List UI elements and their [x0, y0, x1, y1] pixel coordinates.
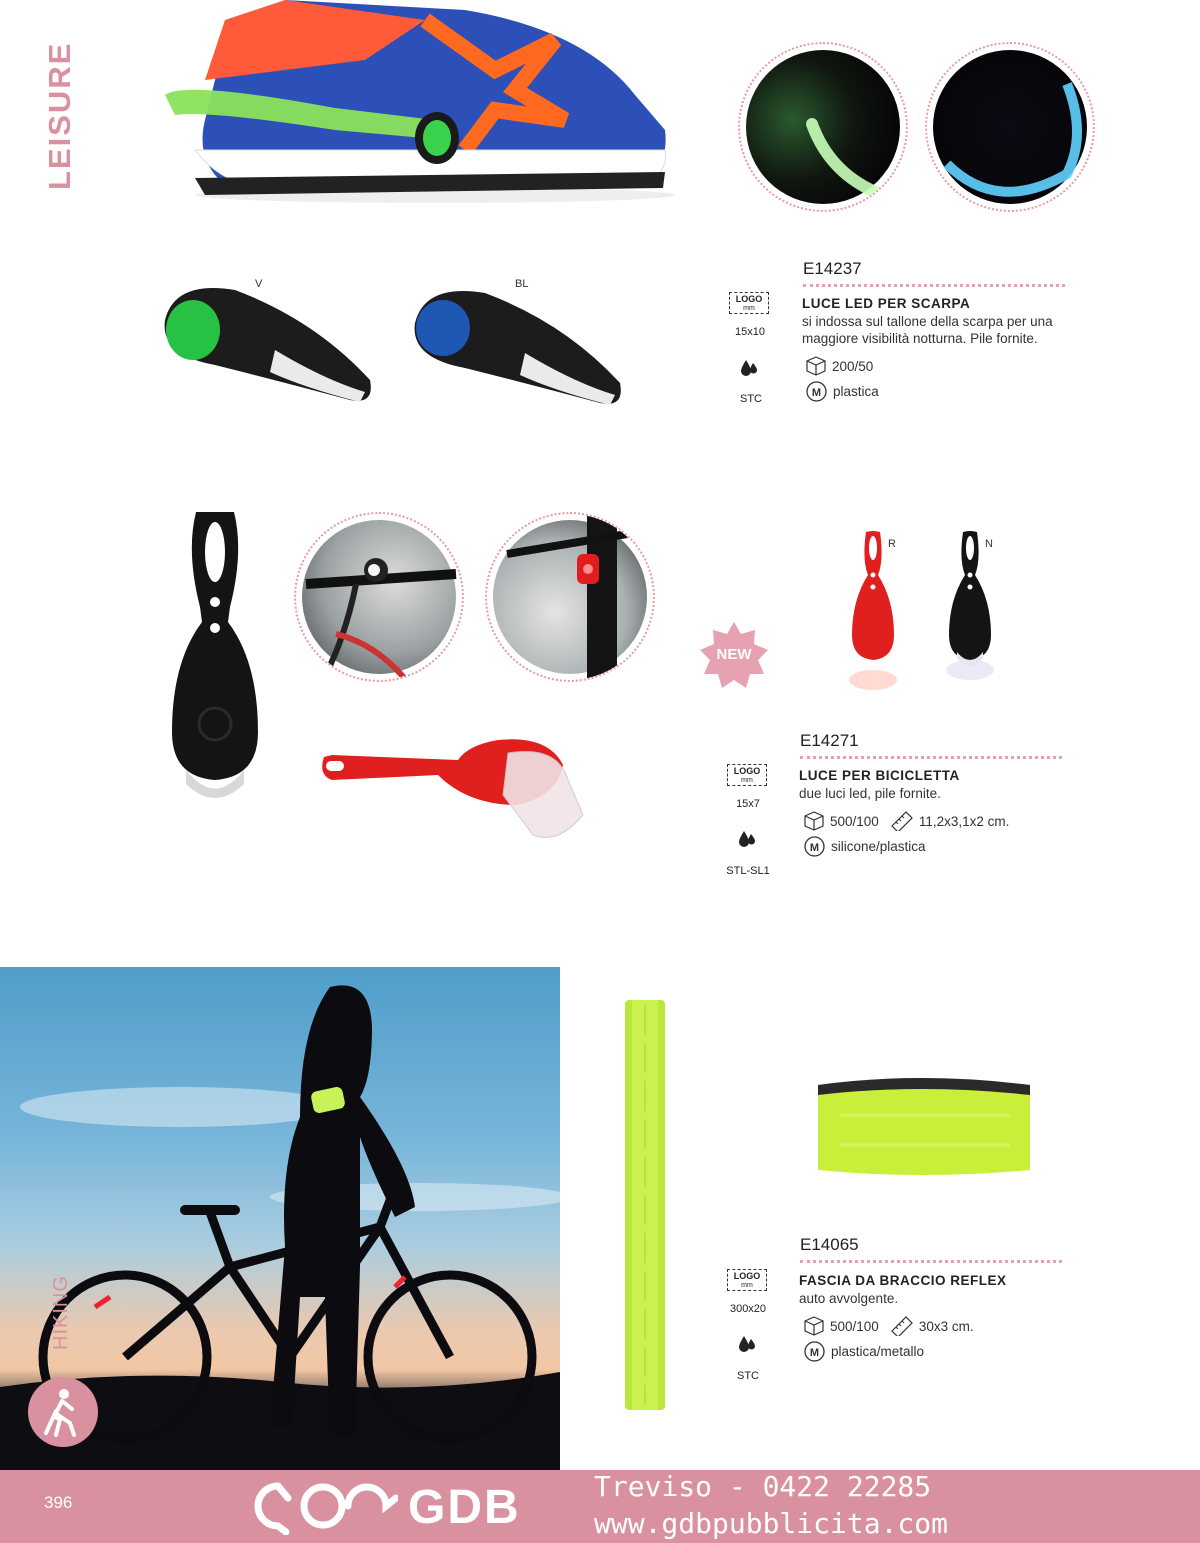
shoe-photo [165, 0, 675, 205]
variant-label-r: R [888, 538, 896, 550]
hiking-icon [28, 1377, 98, 1447]
footer-website: www.gdbpubblicita.com [594, 1507, 949, 1540]
product-description: maggiore visibilità notturna. Pile fornite. [802, 331, 1038, 346]
divider [800, 756, 1062, 759]
material-spec: M plastica [806, 381, 879, 402]
product-name: LUCE PER BICICLETTA [799, 768, 960, 783]
ink-drop-icon [738, 357, 760, 379]
print-technique: STL-SL1 [726, 865, 770, 877]
ink-drop-icon [736, 828, 758, 850]
print-technique: STC [740, 393, 762, 405]
shoe-light-green-product [155, 280, 380, 410]
logo-area-icon: LOGO mm [727, 1269, 767, 1291]
svg-text:M: M [811, 387, 822, 399]
product-description: auto avvolgente. [799, 1291, 899, 1306]
packaging-spec: 500/100 30x3 cm. [804, 1316, 974, 1336]
ink-drop-icon [736, 1333, 758, 1355]
bike-light-black-variant [945, 530, 995, 700]
box-icon [806, 356, 826, 376]
material-icon [804, 1341, 825, 1362]
bike-handlebar-photo [294, 512, 464, 682]
product-code: E14065 [800, 1235, 859, 1254]
logo-area-icon: LOGO mm [727, 764, 767, 786]
new-badge-label: NEW [716, 646, 752, 663]
product-name: FASCIA DA BRACCIO REFLEX [799, 1273, 1007, 1288]
shoe-light-green-detail [738, 42, 908, 212]
bike-light-red-product [318, 735, 593, 850]
gdb-logo-icon [248, 1480, 398, 1535]
bike-seatpost-photo [485, 512, 655, 682]
product-description: si indossa sul tallone della scarpa per una [802, 314, 1053, 329]
bike-light-black-large [160, 512, 270, 812]
section-title: LEISURE [42, 41, 77, 190]
product-description: due luci led, pile fornite. [799, 786, 941, 801]
product-code: E14237 [803, 259, 862, 278]
divider [800, 1260, 1062, 1263]
svg-text:M: M [809, 842, 820, 854]
logo-size: 15x7 [736, 798, 760, 810]
material-icon [804, 836, 825, 857]
variant-label-bl: BL [515, 278, 529, 290]
ruler-icon [891, 811, 913, 831]
brand-name: GDB [408, 1481, 521, 1534]
print-technique: STC [737, 1370, 759, 1382]
page-number: 396 [44, 1493, 73, 1512]
hiking-label: HIKING [50, 1275, 72, 1350]
packaging-spec: 200/50 [806, 356, 873, 376]
reflex-band-rolled [810, 1075, 1035, 1180]
ruler-icon [891, 1316, 913, 1336]
shoe-light-blue-product [405, 283, 630, 413]
divider [803, 284, 1065, 287]
product-name: LUCE LED PER SCARPA [802, 296, 971, 311]
box-icon [804, 811, 824, 831]
material-icon [806, 381, 827, 402]
variant-label-n: N [985, 538, 993, 550]
material-spec: M plastica/metallo [804, 1341, 924, 1362]
logo-size: 15x10 [735, 326, 765, 338]
shoe-light-blue-detail [925, 42, 1095, 212]
logo-area-icon: LOGO mm [729, 292, 769, 314]
bike-light-red-variant [848, 530, 898, 700]
footer-phone: Treviso - 0422 22285 [594, 1470, 932, 1503]
material-spec: M silicone/plastica [804, 836, 926, 857]
packaging-spec: 500/100 11,2x3,1x2 cm. [804, 811, 1009, 831]
svg-text:M: M [809, 1347, 820, 1359]
logo-size: 300x20 [729, 1303, 767, 1315]
reflex-band-flat [620, 995, 670, 1415]
box-icon [804, 1316, 824, 1336]
variant-label-v: V [255, 278, 263, 290]
product-code: E14271 [800, 731, 859, 750]
